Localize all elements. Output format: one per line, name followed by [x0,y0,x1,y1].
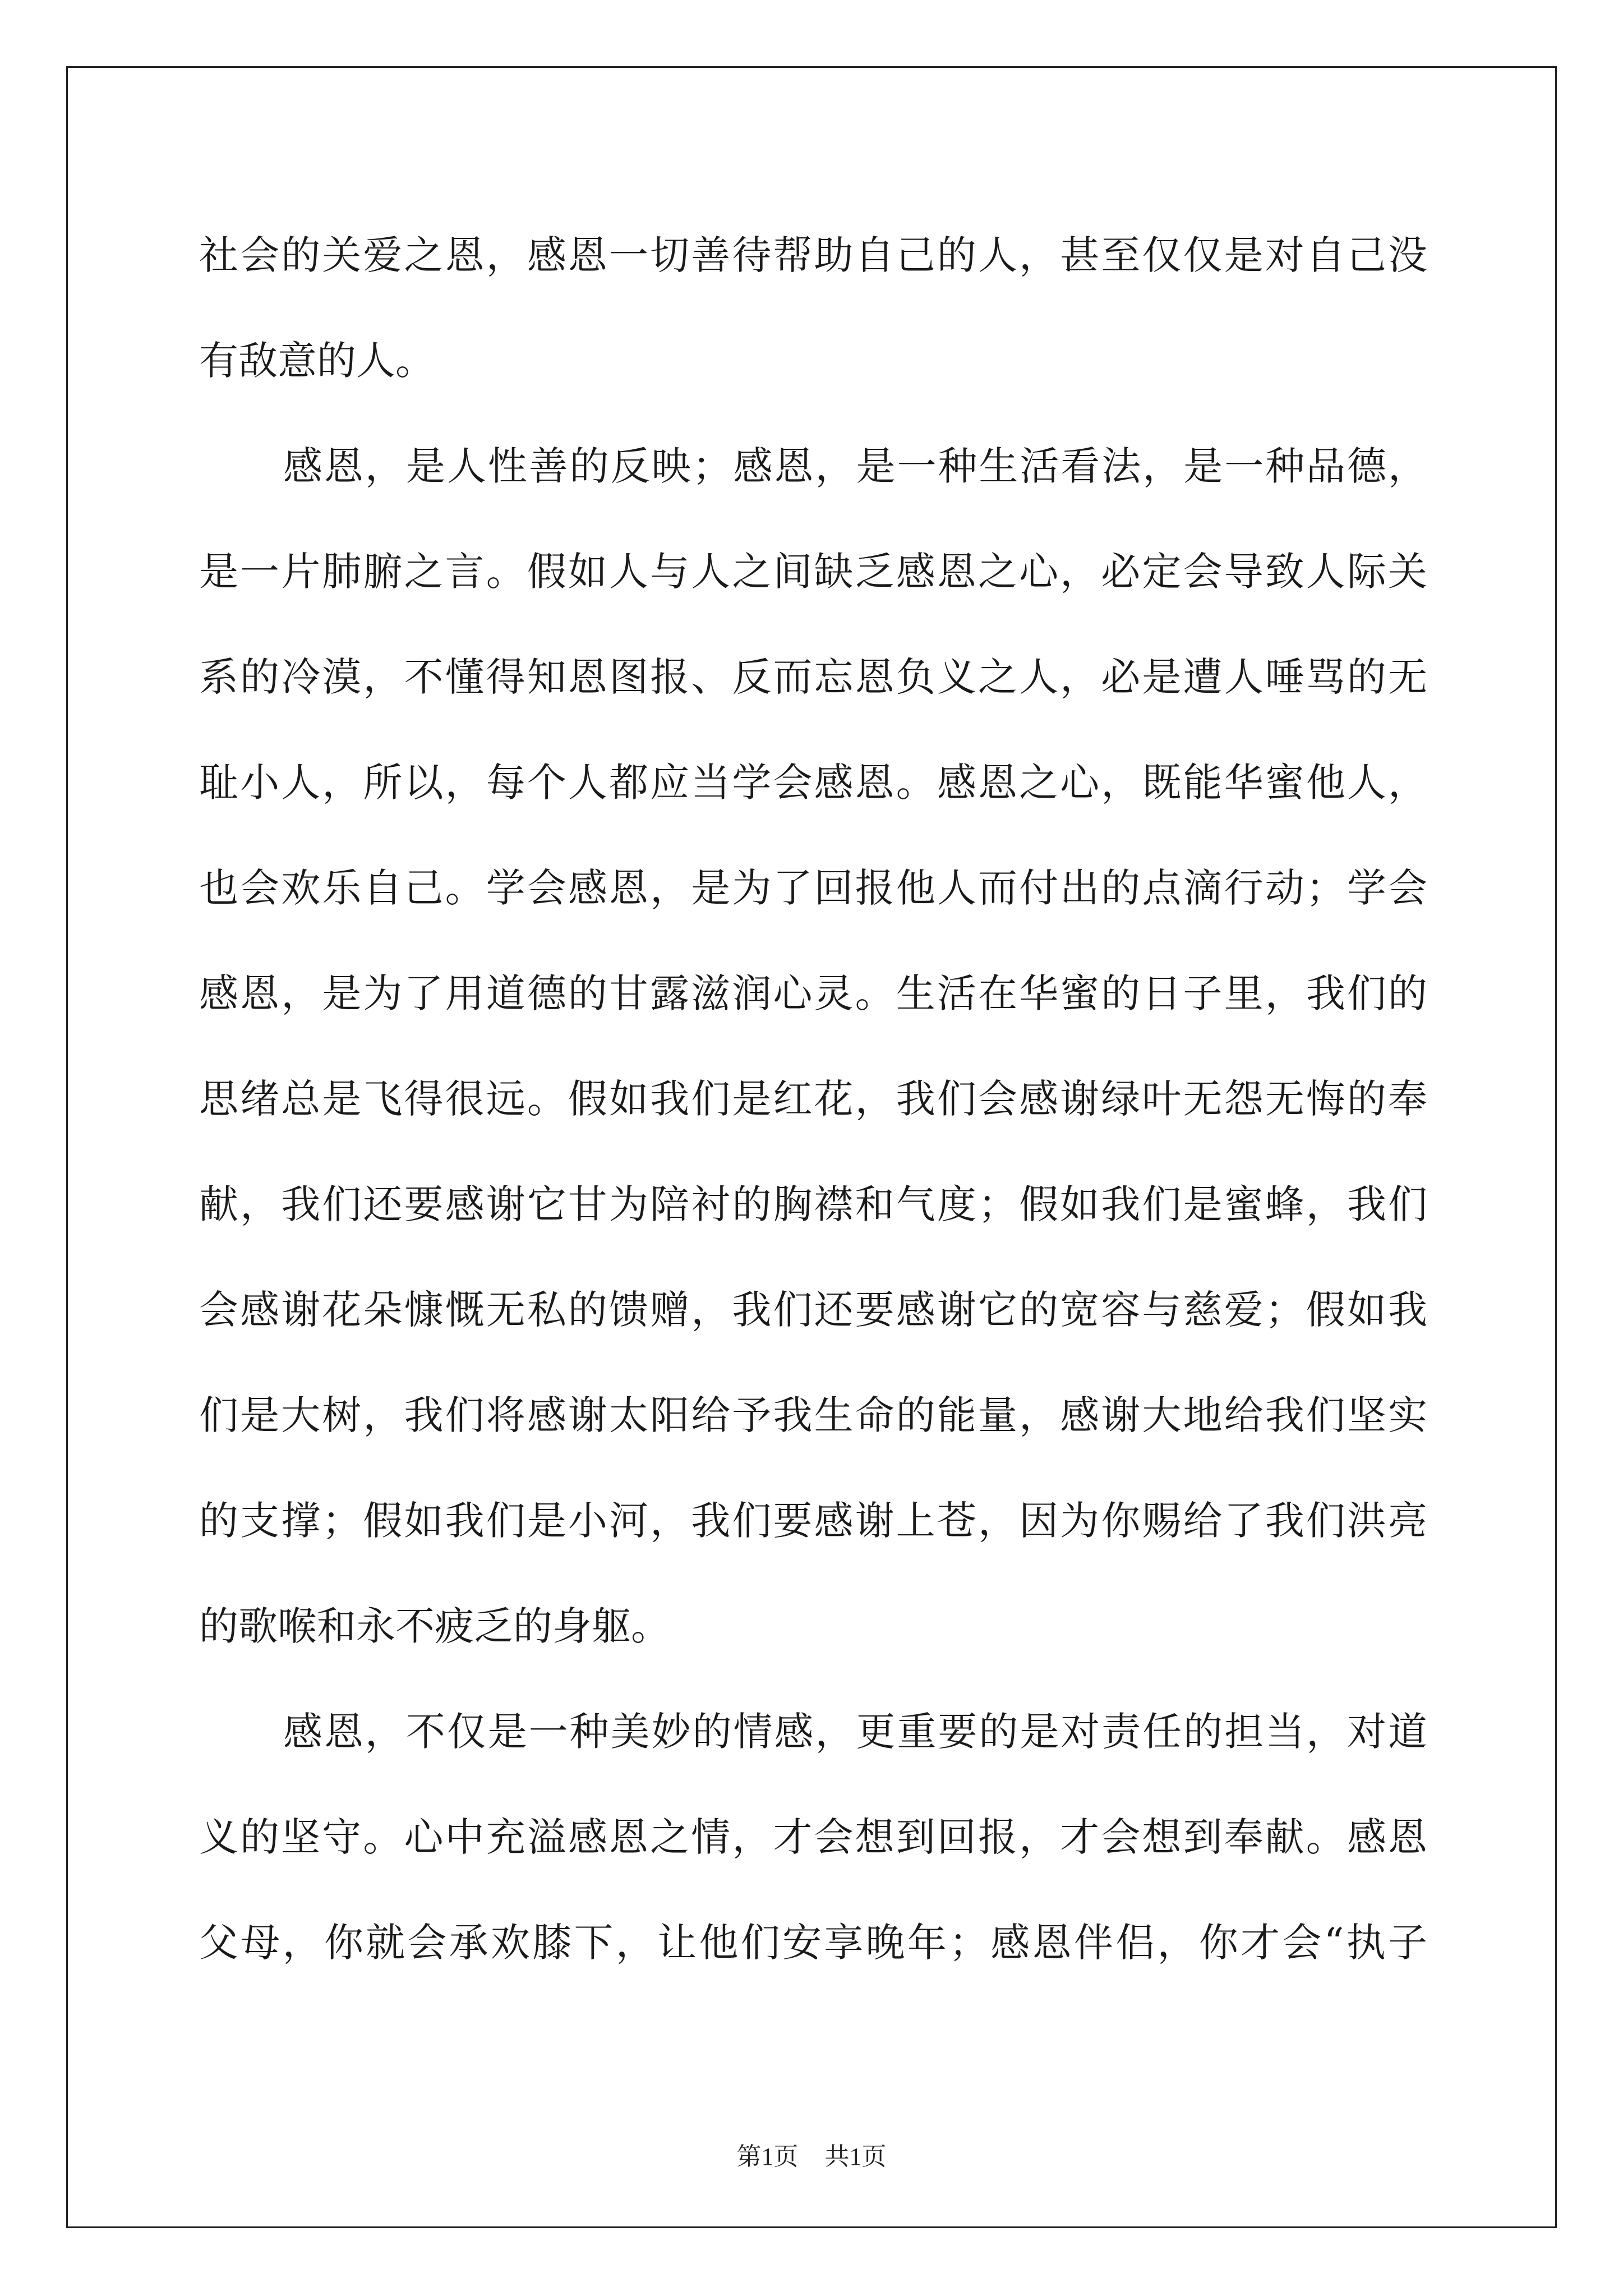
text-line: 父母，你就会承欢膝下，让他们安享晚年；感恩伴侣，你才会“执子 [199,1920,1427,1966]
document-body [199,213,1427,2006]
text-line: 社会的关爱之恩，感恩一切善待帮助自己的人，甚至仅仅是对自己没 [199,232,1427,278]
text-line: 的支撑；假如我们是小河，我们要感谢上苍，因为你赐给了我们洪亮 [199,1498,1427,1544]
text-line: 感恩，是人性善的反映；感恩，是一种生活看法，是一种品德， [283,443,1427,489]
text-line: 是一片肺腑之言。假如人与人之间缺乏感恩之心，必定会导致人际关 [199,549,1427,595]
page-footer [0,2136,1623,2172]
text-line: 耻小人，所以，每个人都应当学会感恩。感恩之心，既能华蜜他人， [199,760,1427,806]
text-line: 思绪总是飞得很远。假如我们是红花，我们会感谢绿叶无怨无悔的奉 [199,1076,1427,1122]
text-line: 们是大树，我们将感谢太阳给予我生命的能量，感谢大地给我们坚实 [199,1392,1427,1438]
text-line: 系的冷漠，不懂得知恩图报、反而忘恩负义之人，必是遭人唾骂的无 [199,654,1427,700]
text-line: 献，我们还要感谢它甘为陪衬的胸襟和气度；假如我们是蜜蜂，我们 [199,1181,1427,1227]
text-line: 感恩，不仅是一种美妙的情感，更重要的是对责任的担当，对道 [283,1709,1427,1755]
page-total: 共1页 [824,2143,887,2170]
page-number: 第1页 [736,2143,799,2170]
text-line: 感恩，是为了用道德的甘露滋润心灵。生活在华蜜的日子里，我们的 [199,970,1427,1016]
text-line: 的歌喉和永不疲乏的身躯。 [199,1603,670,1649]
text-line: 会感谢花朵慷慨无私的馈赠，我们还要感谢它的宽容与慈爱；假如我 [199,1287,1427,1333]
text-line: 有敌意的人。 [199,338,435,384]
text-line: 也会欢乐自己。学会感恩，是为了回报他人而付出的点滴行动；学会 [199,865,1427,911]
text-line: 义的坚守。心中充溢感恩之情，才会想到回报，才会想到奉献。感恩 [199,1814,1427,1860]
